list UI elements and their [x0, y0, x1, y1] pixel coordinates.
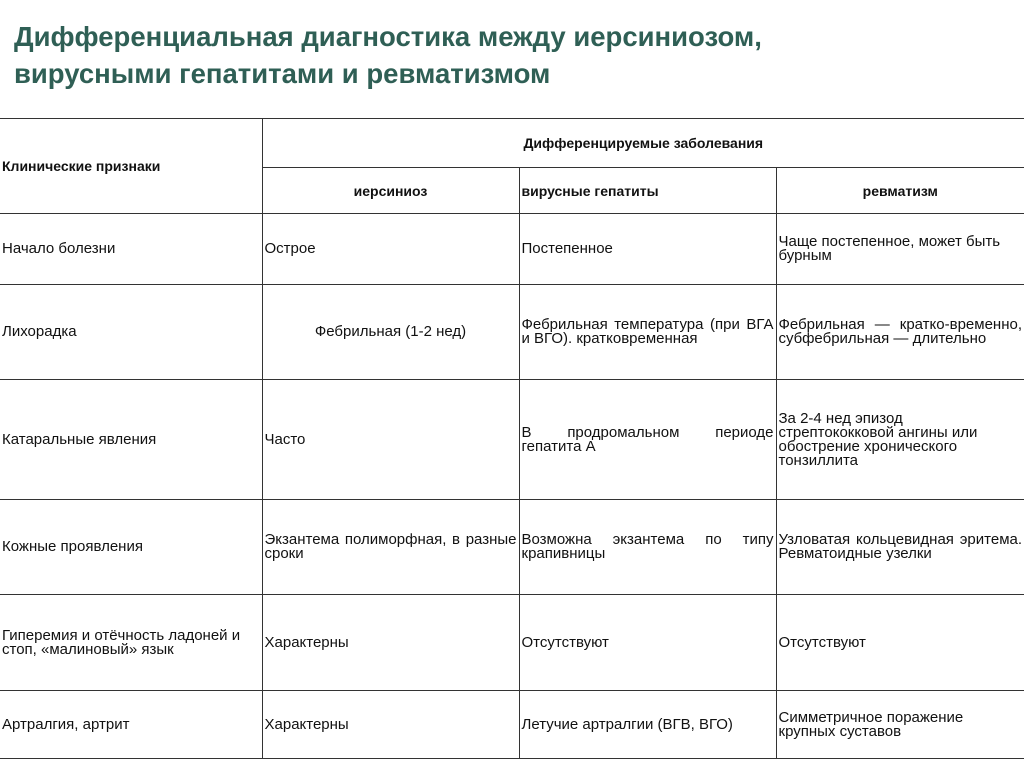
table-row: [0, 691, 1024, 759]
column-header: вирусные гепатиты: [519, 168, 776, 214]
sign-cell: Гиперемия и отёчность ладоней и стоп, «малиновый» язык: [0, 595, 262, 691]
table-row: [0, 380, 1024, 500]
column-header: ревматизм: [776, 168, 1024, 214]
sign-cell: Артралгия, артрит: [0, 691, 262, 759]
hepatitis-cell: Отсутствуют: [519, 595, 776, 691]
title-line-1: Дифференциальная диагностика между иерсиниозом,: [14, 21, 762, 52]
title-line-2: вирусными гепатитами и ревматизмом: [14, 58, 551, 89]
rheumatism-cell: За 2-4 нед эпизод стрептококковой ангины или обострение хронического тонзиллита: [776, 380, 1024, 500]
table-row: [0, 595, 1024, 691]
group-header: Дифференцируемые заболевания: [523, 135, 764, 151]
hepatitis-cell: В продромальном периоде гепатита А: [519, 380, 776, 500]
differential-diagnosis-table: [0, 118, 1024, 759]
yersiniosis-cell: Характерны: [262, 595, 519, 691]
rheumatism-cell: Узловатая кольцевидная эритема. Ревматоидные узелки: [776, 500, 1024, 595]
rheumatism-cell: Фебрильная — кратко-временно, субфебрильная — длительно: [776, 285, 1024, 380]
hepatitis-cell: Постепенное: [519, 214, 776, 285]
sign-cell: Катаральные явления: [0, 380, 262, 500]
page-title: [14, 18, 1014, 92]
yersiniosis-cell: Фебрильная (1-2 нед): [262, 285, 519, 380]
group-header-cell: [262, 119, 1024, 168]
yersiniosis-cell: Экзантема полиморфная, в разные сроки: [262, 500, 519, 595]
hepatitis-cell: Возможна экзантема по типу крапивницы: [519, 500, 776, 595]
sign-cell: Начало болезни: [0, 214, 262, 285]
sign-cell: Лихорадка: [0, 285, 262, 380]
yersiniosis-cell: Острое: [262, 214, 519, 285]
rheumatism-cell: Симметричное поражение крупных суставов: [776, 691, 1024, 759]
table-row: [0, 214, 1024, 285]
rheumatism-cell: Чаще постепенное, может быть бурным: [776, 214, 1024, 285]
yersiniosis-cell: Часто: [262, 380, 519, 500]
hepatitis-cell: Фебрильная температура (при ВГА и ВГО). кратковременная: [519, 285, 776, 380]
hepatitis-cell: Летучие артралгии (ВГВ, ВГО): [519, 691, 776, 759]
rheumatism-cell: Отсутствуют: [776, 595, 1024, 691]
table-row: [0, 500, 1024, 595]
table-header-row: [0, 119, 1024, 168]
corner-header: Клинические признаки: [2, 158, 161, 174]
yersiniosis-cell: Характерны: [262, 691, 519, 759]
corner-header-cell: [0, 119, 262, 214]
table-row: [0, 285, 1024, 380]
sign-cell: Кожные проявления: [0, 500, 262, 595]
column-header: иерсиниоз: [262, 168, 519, 214]
